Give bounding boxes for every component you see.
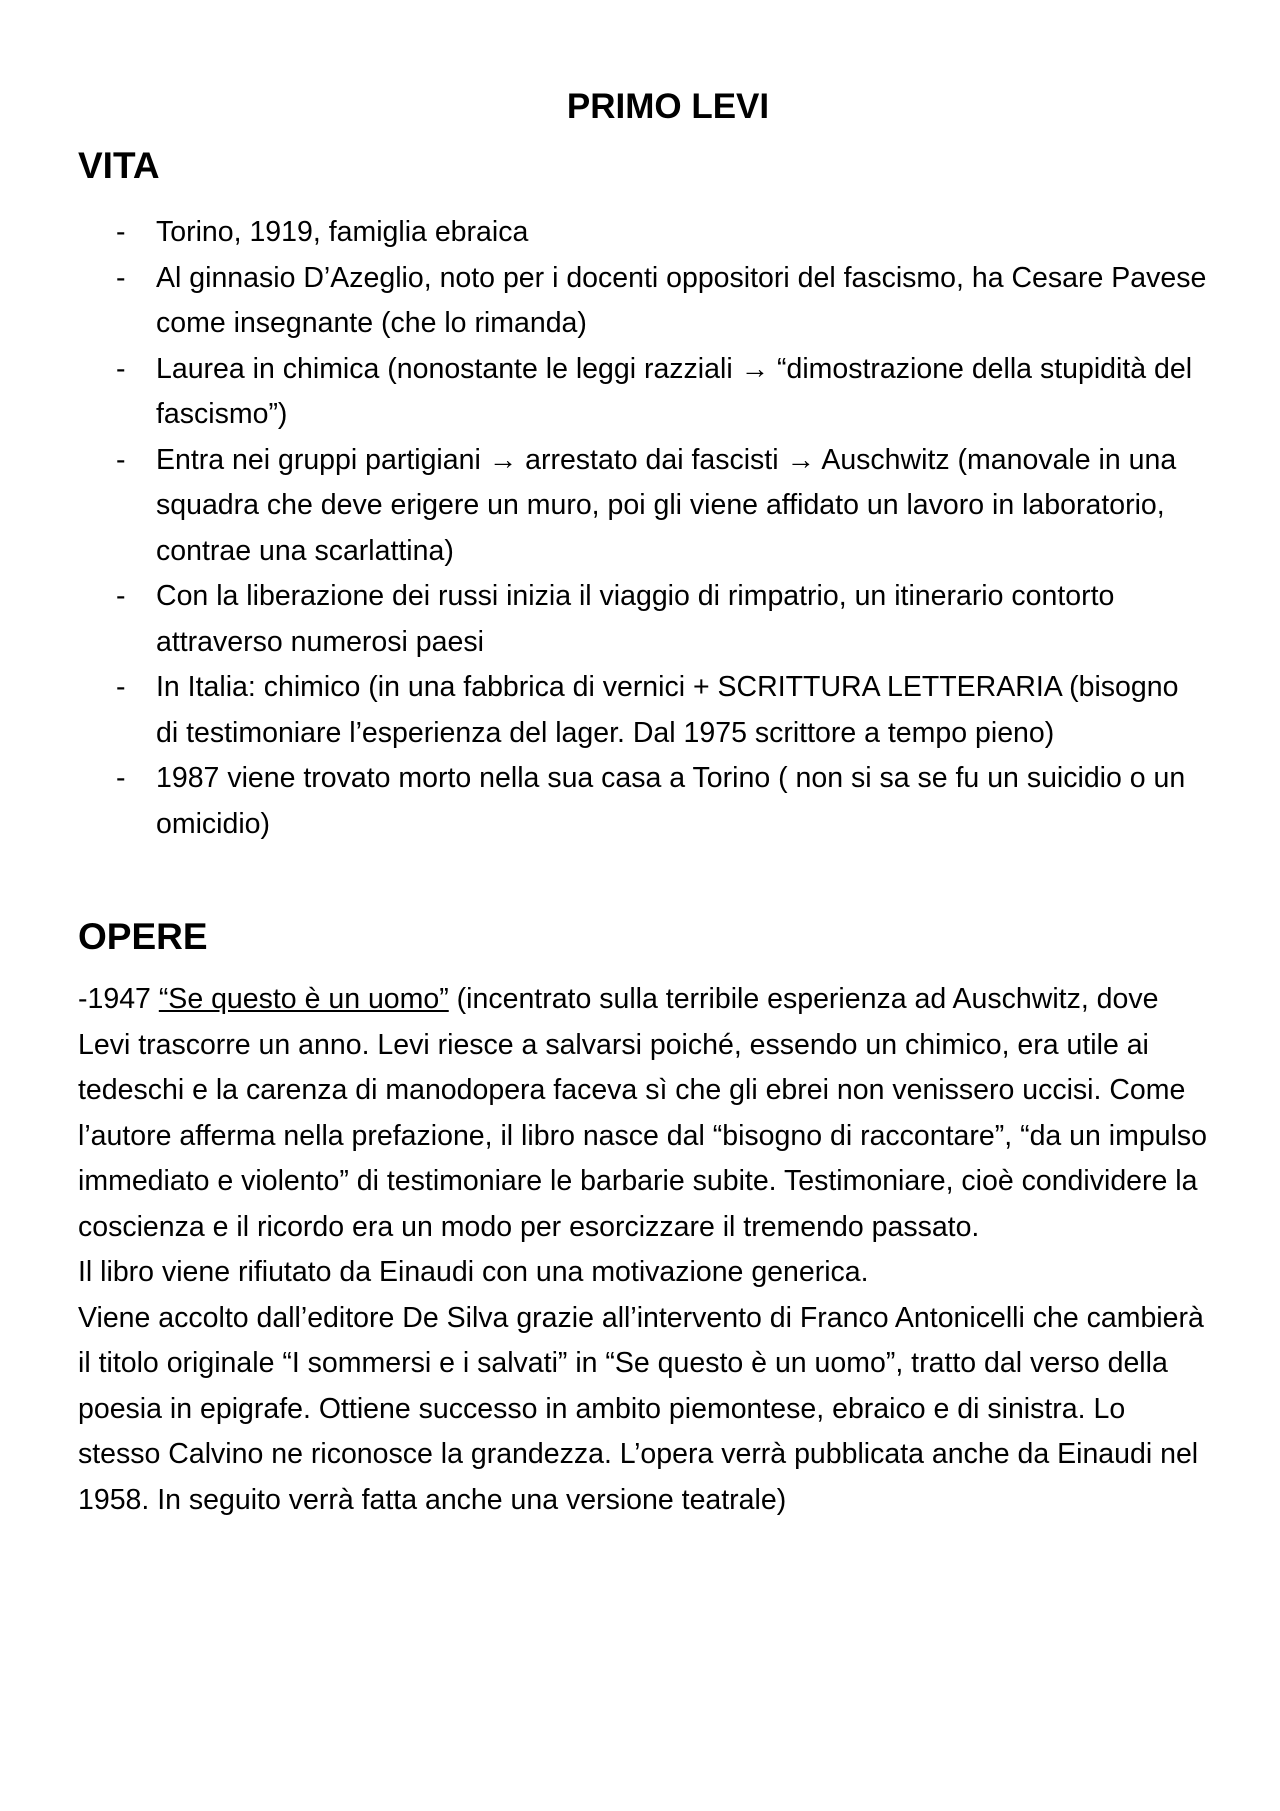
opere-heading: OPERE — [78, 916, 208, 957]
vita-item-text: Entra nei gruppi partigiani → arrestato dai fascisti → Auschwitz (manovale in una squadra che deve erigere un muro, poi gli viene affidato un lavoro in laboratorio, contrae una scarlattina) — [156, 443, 1177, 567]
bullet-dash: - — [116, 671, 126, 703]
vita-item-text: Torino, 1919, famiglia ebraica — [156, 216, 529, 248]
bullet-dash: - — [116, 580, 126, 612]
vita-item — [78, 438, 1208, 575]
vita-item-text: In Italia: chimico (in una fabbrica di vernici + SCRITTURA LETTERARIA (bisogno di testimoniare l’esperienza del lager. Dal 1975 scrittore a tempo pieno) — [156, 671, 1179, 749]
bullet-dash: - — [116, 352, 126, 385]
vita-item — [78, 256, 1208, 347]
document-title: PRIMO LEVI — [566, 87, 770, 126]
bullet-dash: - — [116, 261, 126, 294]
vita-heading: VITA — [78, 145, 160, 186]
vita-item-text: 1987 viene trovato morto nella sua casa a Torino ( non si sa se fu un suicidio o un omicidio) — [156, 762, 1186, 840]
vita-item — [78, 210, 1208, 256]
bullet-dash: - — [116, 762, 126, 794]
opere-paragraph — [78, 977, 1208, 1250]
opere-paragraph: Il libro viene rifiutato da Einaudi con una motivazione generica. — [78, 1256, 869, 1288]
vita-item — [78, 756, 1208, 847]
work-title: “Se questo è un uomo” — [158, 983, 449, 1015]
vita-item-text: Al ginnasio D’Azeglio, noto per i docenti oppositori del fascismo, ha Cesare Pavese come insegnante (che lo rimanda) — [156, 261, 1207, 339]
vita-item-text: Con la liberazione dei russi inizia il viaggio di rimpatrio, un itinerario contorto attraverso numerosi paesi — [156, 580, 1115, 658]
opere-paragraph: Viene accolto dall’editore De Silva grazie all’intervento di Franco Antonicelli che cambierà il titolo originale “I sommersi e i salvati” in “Se questo è un uomo”, tratto dal verso della poesia in epigrafe. Ottiene successo in ambito piemontese, ebraico e di sinistra. Lo stesso Calvino ne riconosce la grandezza. L’opera verrà pubblicata anche da Einaudi nel 1958. In seguito verrà fatta anche una versione teatrale) — [78, 1301, 1204, 1516]
opere-entry-prefix: -1947 — [78, 983, 159, 1015]
vita-item — [78, 665, 1208, 756]
vita-item — [78, 574, 1208, 665]
opere-paragraph-text: (incentrato sulla terribile esperienza ad Auschwitz, dove Levi trascorre un anno. Levi riesce a salvarsi poiché, essendo un chimico, era utile ai tedeschi e la carenza di manodopera faceva sì che gli ebrei non venissero uccisi. Come l’autore afferma nella prefazione, il libro nasce dal “bisogno di raccontare”, “da un impulso immediato e violento” di testimoniare le barbarie subite. Testimoniare, cioè condividere la coscienza e il ricordo era un modo per esorcizzare il tremendo passato. — [78, 983, 1208, 1243]
vita-list — [78, 210, 1208, 847]
bullet-dash: - — [116, 216, 126, 248]
vita-item — [78, 347, 1208, 438]
opere-body — [78, 977, 1208, 1523]
bullet-dash: - — [116, 443, 126, 476]
vita-item-text: Laurea in chimica (nonostante le leggi razziali → “dimostrazione della stupidità del fascismo”) — [156, 352, 1193, 430]
